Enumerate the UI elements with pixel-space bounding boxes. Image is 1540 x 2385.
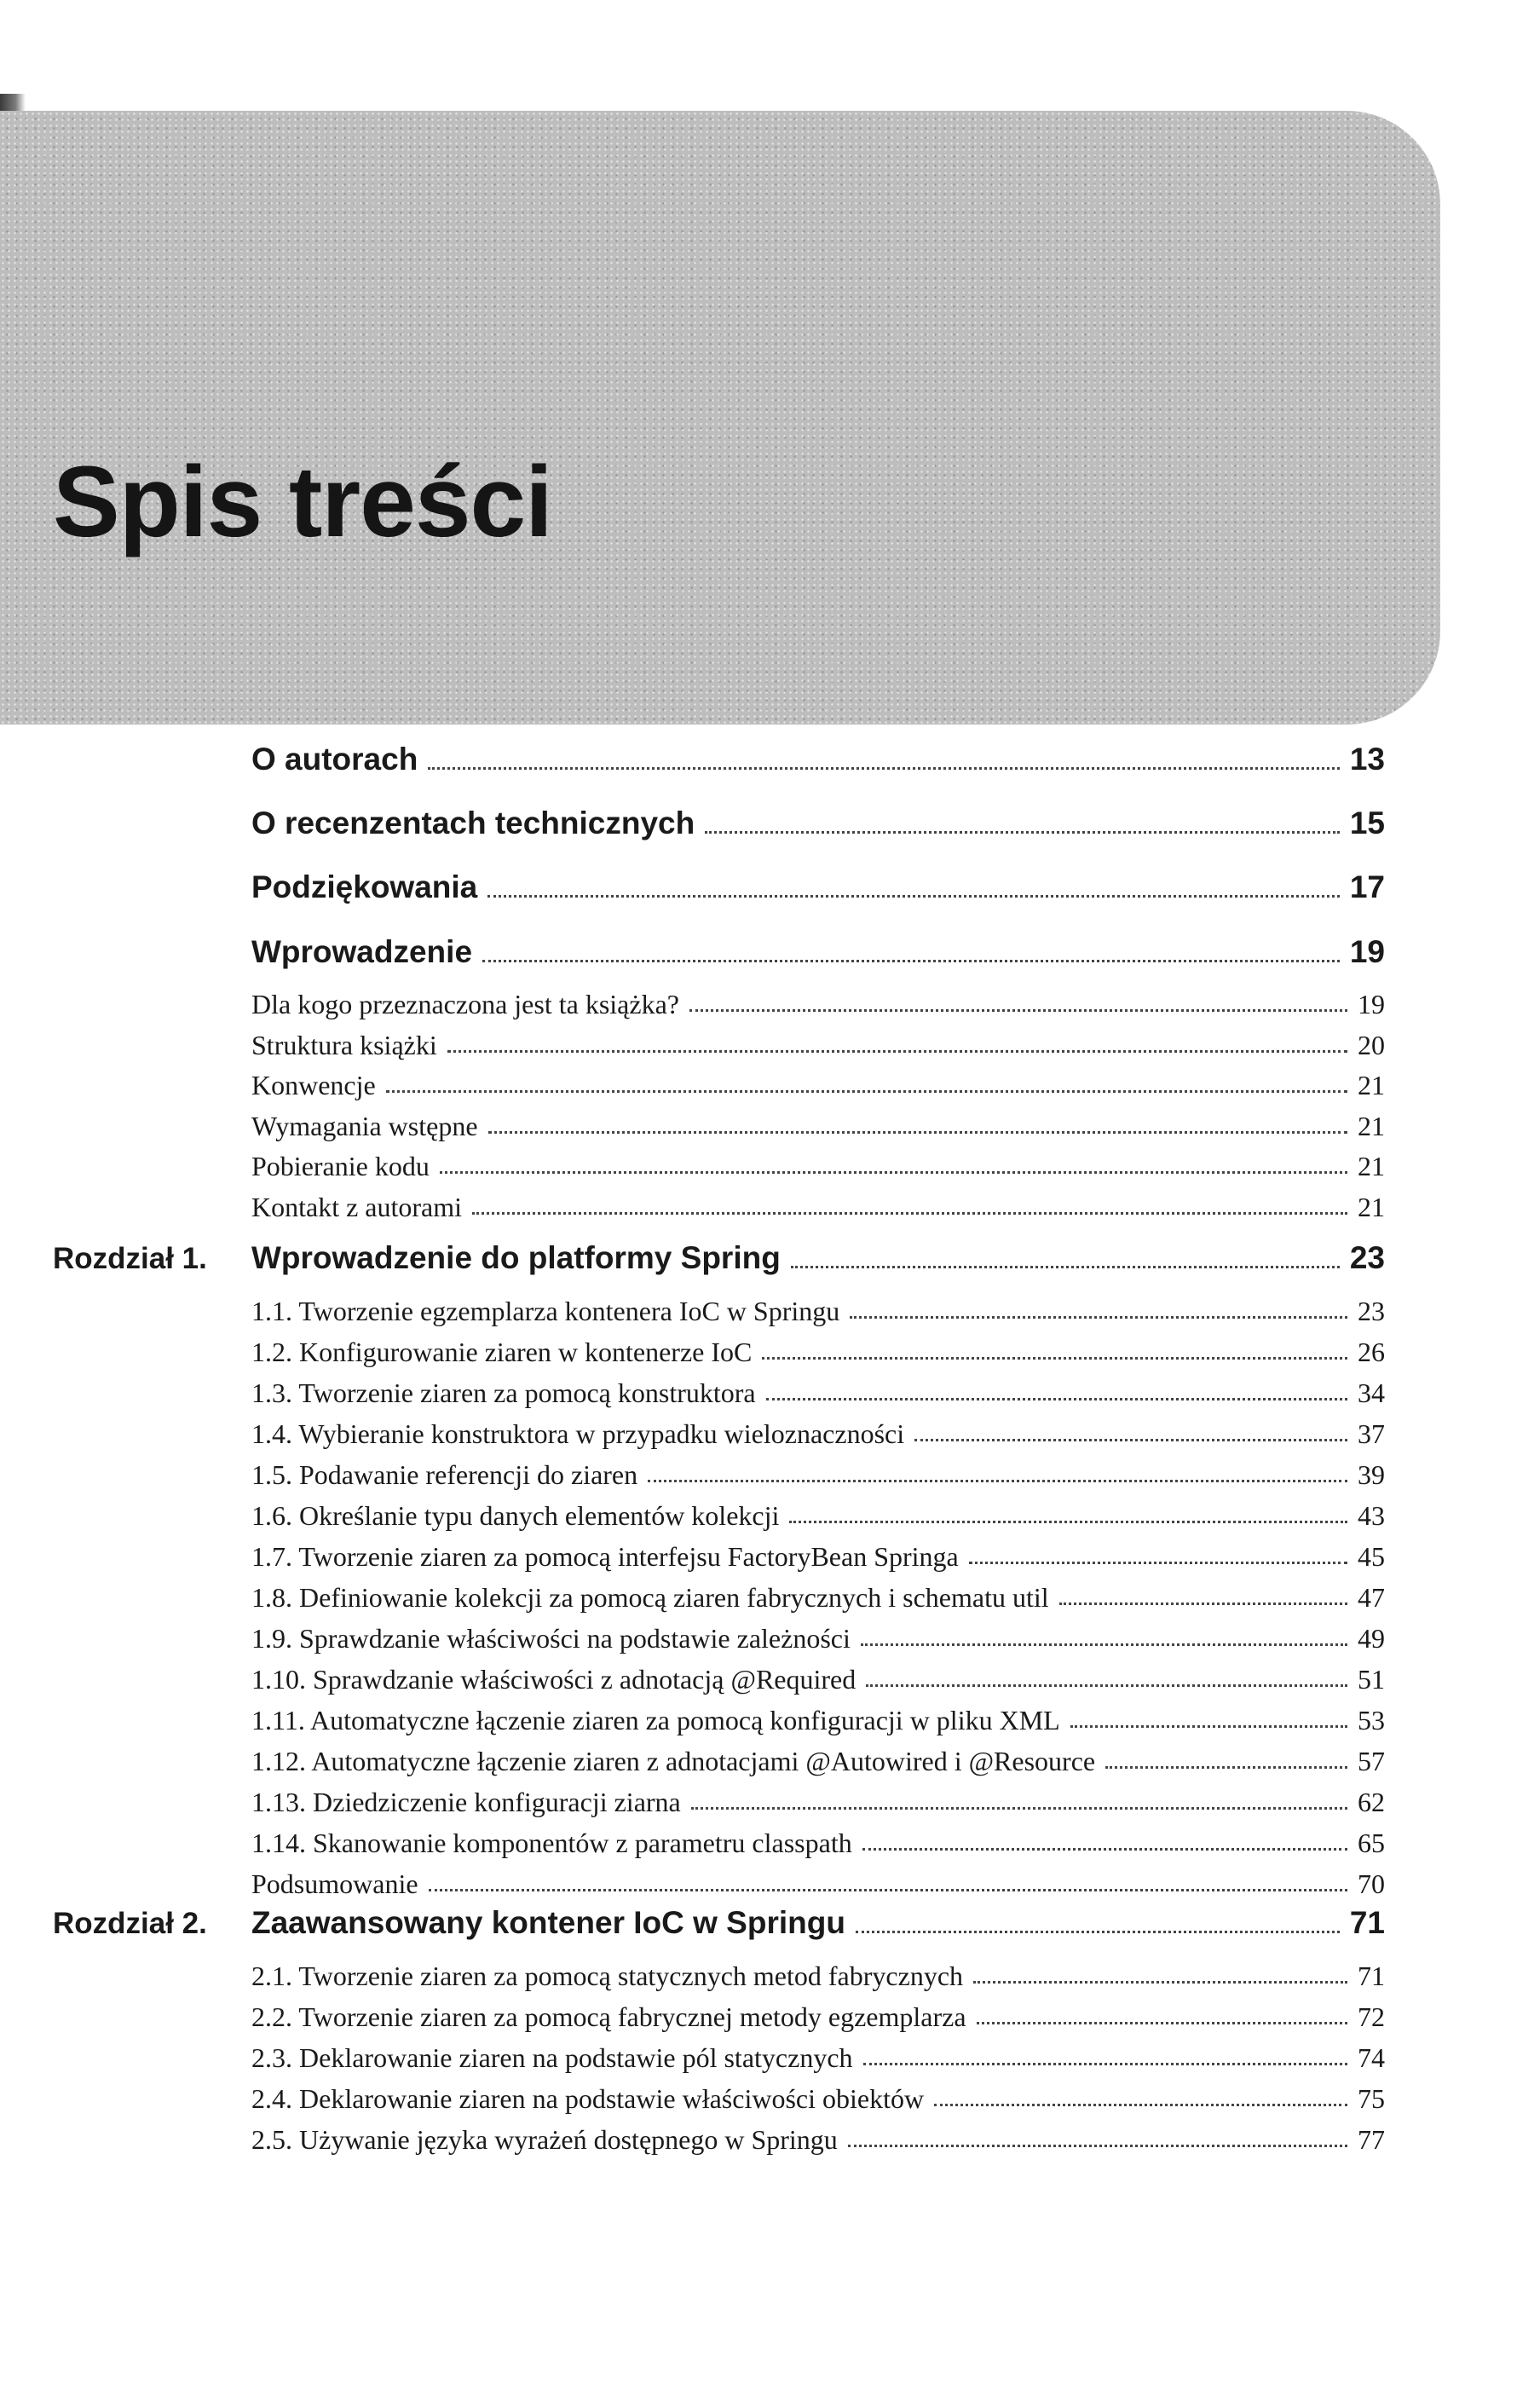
chapter-label: Rozdział 2. bbox=[53, 1907, 207, 1940]
dot-leader bbox=[1070, 1724, 1347, 1728]
toc-subentry[interactable] bbox=[251, 1705, 1385, 1736]
toc-subentry[interactable] bbox=[251, 2042, 1385, 2074]
dot-leader bbox=[969, 1561, 1347, 1564]
entry-title: 1.2. Konfigurowanie ziaren w kontenerze IoC bbox=[251, 1337, 753, 1367]
entry-title: O recenzentach technicznych bbox=[251, 806, 695, 840]
entry-title: 1.4. Wybieranie konstruktora w przypadku wieloznaczności bbox=[251, 1418, 905, 1449]
entry-page-number: 23 bbox=[1349, 1240, 1385, 1275]
dot-leader bbox=[488, 1130, 1347, 1134]
toc-subentry[interactable] bbox=[251, 1296, 1385, 1327]
toc-subentry[interactable] bbox=[251, 2124, 1385, 2156]
entry-page-number: 71 bbox=[1358, 1961, 1385, 1991]
toc-subentry[interactable] bbox=[251, 1192, 1385, 1223]
entry-page-number: 34 bbox=[1358, 1377, 1385, 1408]
entry-title: 1.14. Skanowanie komponentów z parametru classpath bbox=[251, 1828, 852, 1858]
dot-leader bbox=[689, 1008, 1347, 1012]
dot-leader bbox=[789, 1520, 1347, 1523]
entry-page-number: 53 bbox=[1358, 1705, 1385, 1735]
toc-subentry[interactable] bbox=[251, 1337, 1385, 1368]
dot-leader bbox=[862, 1847, 1347, 1851]
toc-subentry[interactable] bbox=[251, 1787, 1385, 1818]
toc-front-matter-entry[interactable] bbox=[251, 806, 1385, 841]
entry-page-number: 77 bbox=[1358, 2124, 1385, 2155]
entry-title: Wprowadzenie do platformy Spring bbox=[251, 1240, 781, 1275]
entry-title: 1.10. Sprawdzanie właściwości z adnotacją @Required bbox=[251, 1664, 857, 1695]
entry-title: Zaawansowany kontener IoC w Springu bbox=[251, 1905, 845, 1940]
entry-title: Konwencje bbox=[251, 1070, 376, 1100]
entry-page-number: 75 bbox=[1358, 2083, 1385, 2114]
entry-title: Podziękowania bbox=[251, 869, 478, 904]
entry-page-number: 39 bbox=[1358, 1459, 1385, 1490]
toc-introduction-entry[interactable] bbox=[251, 934, 1385, 970]
toc-subentry[interactable] bbox=[251, 1377, 1385, 1409]
toc-subentry[interactable] bbox=[251, 1541, 1385, 1573]
entry-title: Kontakt z autorami bbox=[251, 1191, 463, 1222]
dot-leader bbox=[977, 2021, 1347, 2024]
entry-page-number: 74 bbox=[1358, 2042, 1385, 2073]
dot-leader bbox=[866, 1683, 1347, 1687]
dot-leader bbox=[482, 959, 1340, 962]
entry-title: 1.11. Automatyczne łączenie ziaren za pomocą konfiguracji w pliku XML bbox=[251, 1705, 1060, 1735]
toc-subentry[interactable] bbox=[251, 1030, 1385, 1061]
dot-leader bbox=[934, 2103, 1347, 2106]
dot-leader bbox=[861, 1643, 1347, 1646]
dot-leader bbox=[429, 1888, 1347, 1891]
entry-page-number: 17 bbox=[1349, 869, 1385, 904]
entry-page-number: 15 bbox=[1349, 806, 1385, 840]
entry-title: 2.4. Deklarowanie ziaren na podstawie właściwości obiektów bbox=[251, 2083, 925, 2114]
entry-page-number: 37 bbox=[1358, 1418, 1385, 1449]
entry-title: Wprowadzenie bbox=[251, 934, 473, 969]
header-banner bbox=[0, 111, 1440, 725]
dot-leader bbox=[440, 1170, 1347, 1174]
entry-page-number: 51 bbox=[1358, 1664, 1385, 1695]
entry-title: Podsumowanie bbox=[251, 1868, 418, 1899]
dot-leader bbox=[766, 1397, 1347, 1400]
entry-title: 2.3. Deklarowanie ziaren na podstawie pól statycznych bbox=[251, 2042, 853, 2073]
toc-front-matter-entry[interactable] bbox=[251, 869, 1385, 905]
entry-page-number: 57 bbox=[1358, 1746, 1385, 1776]
dot-leader bbox=[386, 1089, 1347, 1093]
toc-front-matter-entry[interactable] bbox=[251, 742, 1385, 777]
entry-title: 2.5. Używanie języka wyrażeń dostępnego w Springu bbox=[251, 2124, 838, 2155]
entry-title: 1.7. Tworzenie ziaren za pomocą interfejsu FactoryBean Springa bbox=[251, 1541, 959, 1572]
toc-subentry[interactable] bbox=[251, 2001, 1385, 2033]
entry-page-number: 23 bbox=[1358, 1296, 1385, 1326]
dot-leader bbox=[1105, 1765, 1347, 1769]
entry-title: 1.9. Sprawdzanie właściwości na podstawie zależności bbox=[251, 1623, 851, 1654]
toc-subentry[interactable] bbox=[251, 1623, 1385, 1654]
toc-subentry[interactable] bbox=[251, 1664, 1385, 1695]
toc-subentry[interactable] bbox=[251, 1828, 1385, 1859]
toc-subentry[interactable] bbox=[251, 1111, 1385, 1142]
entry-page-number: 21 bbox=[1358, 1151, 1385, 1181]
entry-title: 2.2. Tworzenie ziaren za pomocą fabrycznej metody egzemplarza bbox=[251, 2001, 966, 2032]
dot-leader bbox=[1059, 1602, 1347, 1605]
dot-leader bbox=[447, 1049, 1347, 1053]
entry-title: 1.12. Automatyczne łączenie ziaren z adnotacjami @Autowired i @Resource bbox=[251, 1746, 1096, 1776]
toc-subentry[interactable] bbox=[251, 1961, 1385, 1992]
entry-title: Wymagania wstępne bbox=[251, 1110, 478, 1141]
entry-title: 2.1. Tworzenie ziaren za pomocą statycznych metod fabrycznych bbox=[251, 1961, 964, 1991]
toc-chapter-entry[interactable] bbox=[251, 1905, 1385, 1941]
dot-leader bbox=[850, 1315, 1347, 1319]
dot-leader bbox=[762, 1356, 1347, 1360]
entry-page-number: 62 bbox=[1358, 1787, 1385, 1817]
entry-page-number: 13 bbox=[1349, 742, 1385, 777]
entry-page-number: 70 bbox=[1358, 1868, 1385, 1899]
entry-page-number: 47 bbox=[1358, 1582, 1385, 1613]
entry-title: O autorach bbox=[251, 742, 418, 777]
dot-leader bbox=[914, 1438, 1347, 1441]
toc-subentry[interactable] bbox=[251, 989, 1385, 1020]
entry-page-number: 49 bbox=[1358, 1623, 1385, 1654]
entry-title: Dla kogo przeznaczona jest ta książka? bbox=[251, 989, 679, 1019]
dot-leader bbox=[705, 830, 1340, 834]
dot-leader bbox=[691, 1806, 1347, 1810]
entry-page-number: 21 bbox=[1358, 1110, 1385, 1141]
dot-leader bbox=[648, 1479, 1347, 1482]
entry-page-number: 21 bbox=[1358, 1191, 1385, 1222]
entry-title: 1.13. Dziedziczenie konfiguracji ziarna bbox=[251, 1787, 681, 1817]
entry-title: 1.6. Określanie typu danych elementów kolekcji bbox=[251, 1500, 780, 1531]
dot-leader bbox=[791, 1265, 1340, 1268]
toc-subentry[interactable] bbox=[251, 1868, 1385, 1900]
entry-title: 1.3. Tworzenie ziaren za pomocą konstruktora bbox=[251, 1377, 756, 1408]
toc-subentry[interactable] bbox=[251, 1151, 1385, 1182]
entry-page-number: 19 bbox=[1349, 934, 1385, 969]
entry-page-number: 43 bbox=[1358, 1500, 1385, 1531]
toc-chapter-entry[interactable] bbox=[251, 1240, 1385, 1276]
entry-title: Struktura książki bbox=[251, 1029, 437, 1060]
toc-subentry[interactable] bbox=[251, 1459, 1385, 1491]
page-title: Spis treści bbox=[53, 446, 552, 558]
entry-title: 1.1. Tworzenie egzemplarza kontenera IoC w Springu bbox=[251, 1296, 840, 1326]
dot-leader bbox=[856, 1930, 1340, 1933]
dot-leader bbox=[973, 1980, 1347, 1984]
entry-page-number: 26 bbox=[1358, 1337, 1385, 1367]
toc-subentry[interactable] bbox=[251, 1582, 1385, 1614]
entry-page-number: 45 bbox=[1358, 1541, 1385, 1572]
entry-page-number: 71 bbox=[1349, 1905, 1385, 1940]
entry-title: 1.5. Podawanie referencji do ziaren bbox=[251, 1459, 638, 1490]
dot-leader bbox=[848, 2144, 1347, 2147]
dot-leader bbox=[428, 766, 1340, 770]
entry-page-number: 72 bbox=[1358, 2001, 1385, 2032]
entry-page-number: 65 bbox=[1358, 1828, 1385, 1858]
entry-page-number: 19 bbox=[1358, 989, 1385, 1019]
chapter-label: Rozdział 1. bbox=[53, 1242, 207, 1275]
dot-leader bbox=[487, 894, 1340, 898]
dot-leader bbox=[863, 2062, 1347, 2065]
entry-title: Pobieranie kodu bbox=[251, 1151, 430, 1181]
toc-subentry[interactable] bbox=[251, 2083, 1385, 2115]
toc-subentry[interactable] bbox=[251, 1418, 1385, 1450]
dot-leader bbox=[472, 1211, 1347, 1215]
entry-page-number: 21 bbox=[1358, 1070, 1385, 1100]
entry-title: 1.8. Definiowanie kolekcji za pomocą ziaren fabrycznych i schematu util bbox=[251, 1582, 1049, 1613]
toc-subentry[interactable] bbox=[251, 1500, 1385, 1532]
toc-subentry[interactable] bbox=[251, 1746, 1385, 1777]
entry-page-number: 20 bbox=[1358, 1029, 1385, 1060]
toc-subentry[interactable] bbox=[251, 1070, 1385, 1101]
